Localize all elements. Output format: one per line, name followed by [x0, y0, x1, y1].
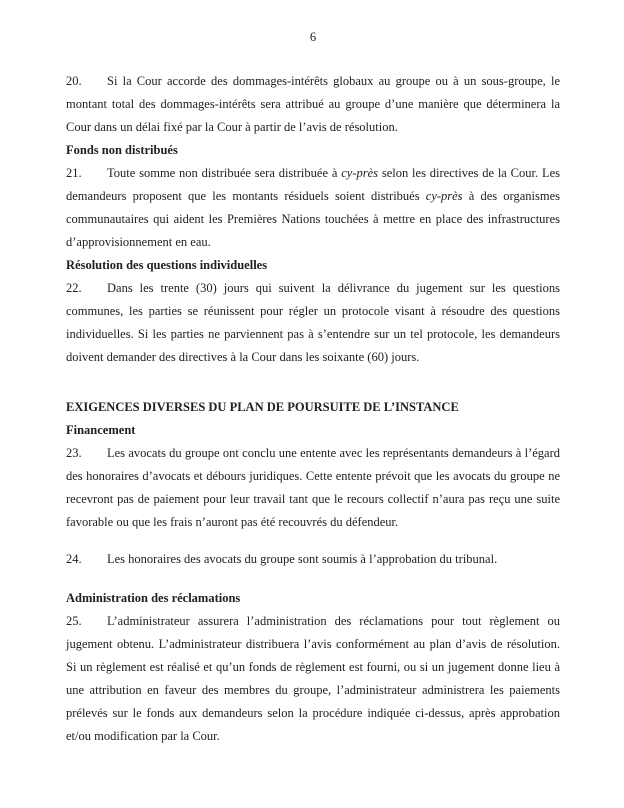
- main-heading-exigences-diverses: EXIGENCES DIVERSES DU PLAN DE POURSUITE DE L’INSTANCE: [66, 400, 459, 414]
- paragraph-20: [66, 70, 560, 139]
- paragraph-21-number: 21.: [66, 166, 82, 180]
- paragraph-24: [66, 548, 560, 571]
- page-number: 6: [309, 30, 317, 44]
- paragraph-25: [66, 610, 560, 748]
- paragraph-23-number: 23.: [66, 446, 82, 460]
- section-heading-resolution-questions-individuelles: Résolution des questions individuelles: [66, 258, 268, 272]
- paragraph-24-text: Les honoraires des avocats du groupe sont soumis à l’approbation du tribunal.: [107, 552, 498, 566]
- paragraph-21-text: Toute somme non distribuée sera distribuée à cy-près selon les directives de la Cour. Les demandeurs proposent que les montants résiduels soient distribués cy-près à des organismes communautaires qui aident les Premières Nations touchées à mettre en place des infrastructures d’approvisionnement en eau.: [66, 166, 561, 249]
- paragraph-22: [66, 277, 560, 369]
- paragraph-20-number: 20.: [66, 74, 82, 88]
- section-heading-financement: Financement: [66, 423, 136, 437]
- paragraph-25-number: 25.: [66, 614, 82, 628]
- paragraph-25-text: L’administrateur assurera l’administration des réclamations pour tout règlement ou jugement obtenu. L’administrateur distribuera l’avis conformément au plan d’avis de résolution. Si un règlement est réalisé et qu’un fonds de règlement est fourni, ou si un jugement donne lieu à une attribution en faveur des membres du groupe, l’administrateur administrera les paiements prélevés sur le fonds aux demandeurs selon la procédure indiquée ci-dessus, après approbation et/ou modification par la Cour.: [66, 614, 560, 743]
- section-heading-administration-reclamations: Administration des réclamations: [66, 591, 241, 605]
- paragraph-22-text: Dans les trente (30) jours qui suivent la délivrance du jugement sur les questions communes, les parties se réunissent pour régler un protocole visant à résoudre des questions individuelles. Si les parties ne parviennent pas à s’entendre sur un tel protocole, les demandeurs doivent demander des directives à la Cour dans les soixante (60) jours.: [66, 281, 560, 364]
- paragraph-22-number: 22.: [66, 281, 82, 295]
- paragraph-23: [66, 442, 560, 534]
- paragraph-21: [66, 162, 560, 254]
- paragraph-24-number: 24.: [66, 552, 82, 566]
- paragraph-23-text: Les avocats du groupe ont conclu une entente avec les représentants demandeurs à l’égard des honoraires d’avocats et débours juridiques. Cette entente prévoit que les avocats du groupe ne recevront pas de paiement pour leur travail tant que le recours collectif n’aura pas reçu une suite favorable ou que les frais n’auront pas été recouvrés du défendeur.: [66, 446, 560, 529]
- section-heading-fonds-non-distribues: Fonds non distribués: [66, 143, 178, 157]
- paragraph-20-text: Si la Cour accorde des dommages-intérêts globaux au groupe ou à un sous-groupe, le montant total des dommages-intérêts sera attribué au groupe d’une manière que déterminera la Cour dans un délai fixé par la Cour à partir de l’avis de résolution.: [66, 74, 560, 134]
